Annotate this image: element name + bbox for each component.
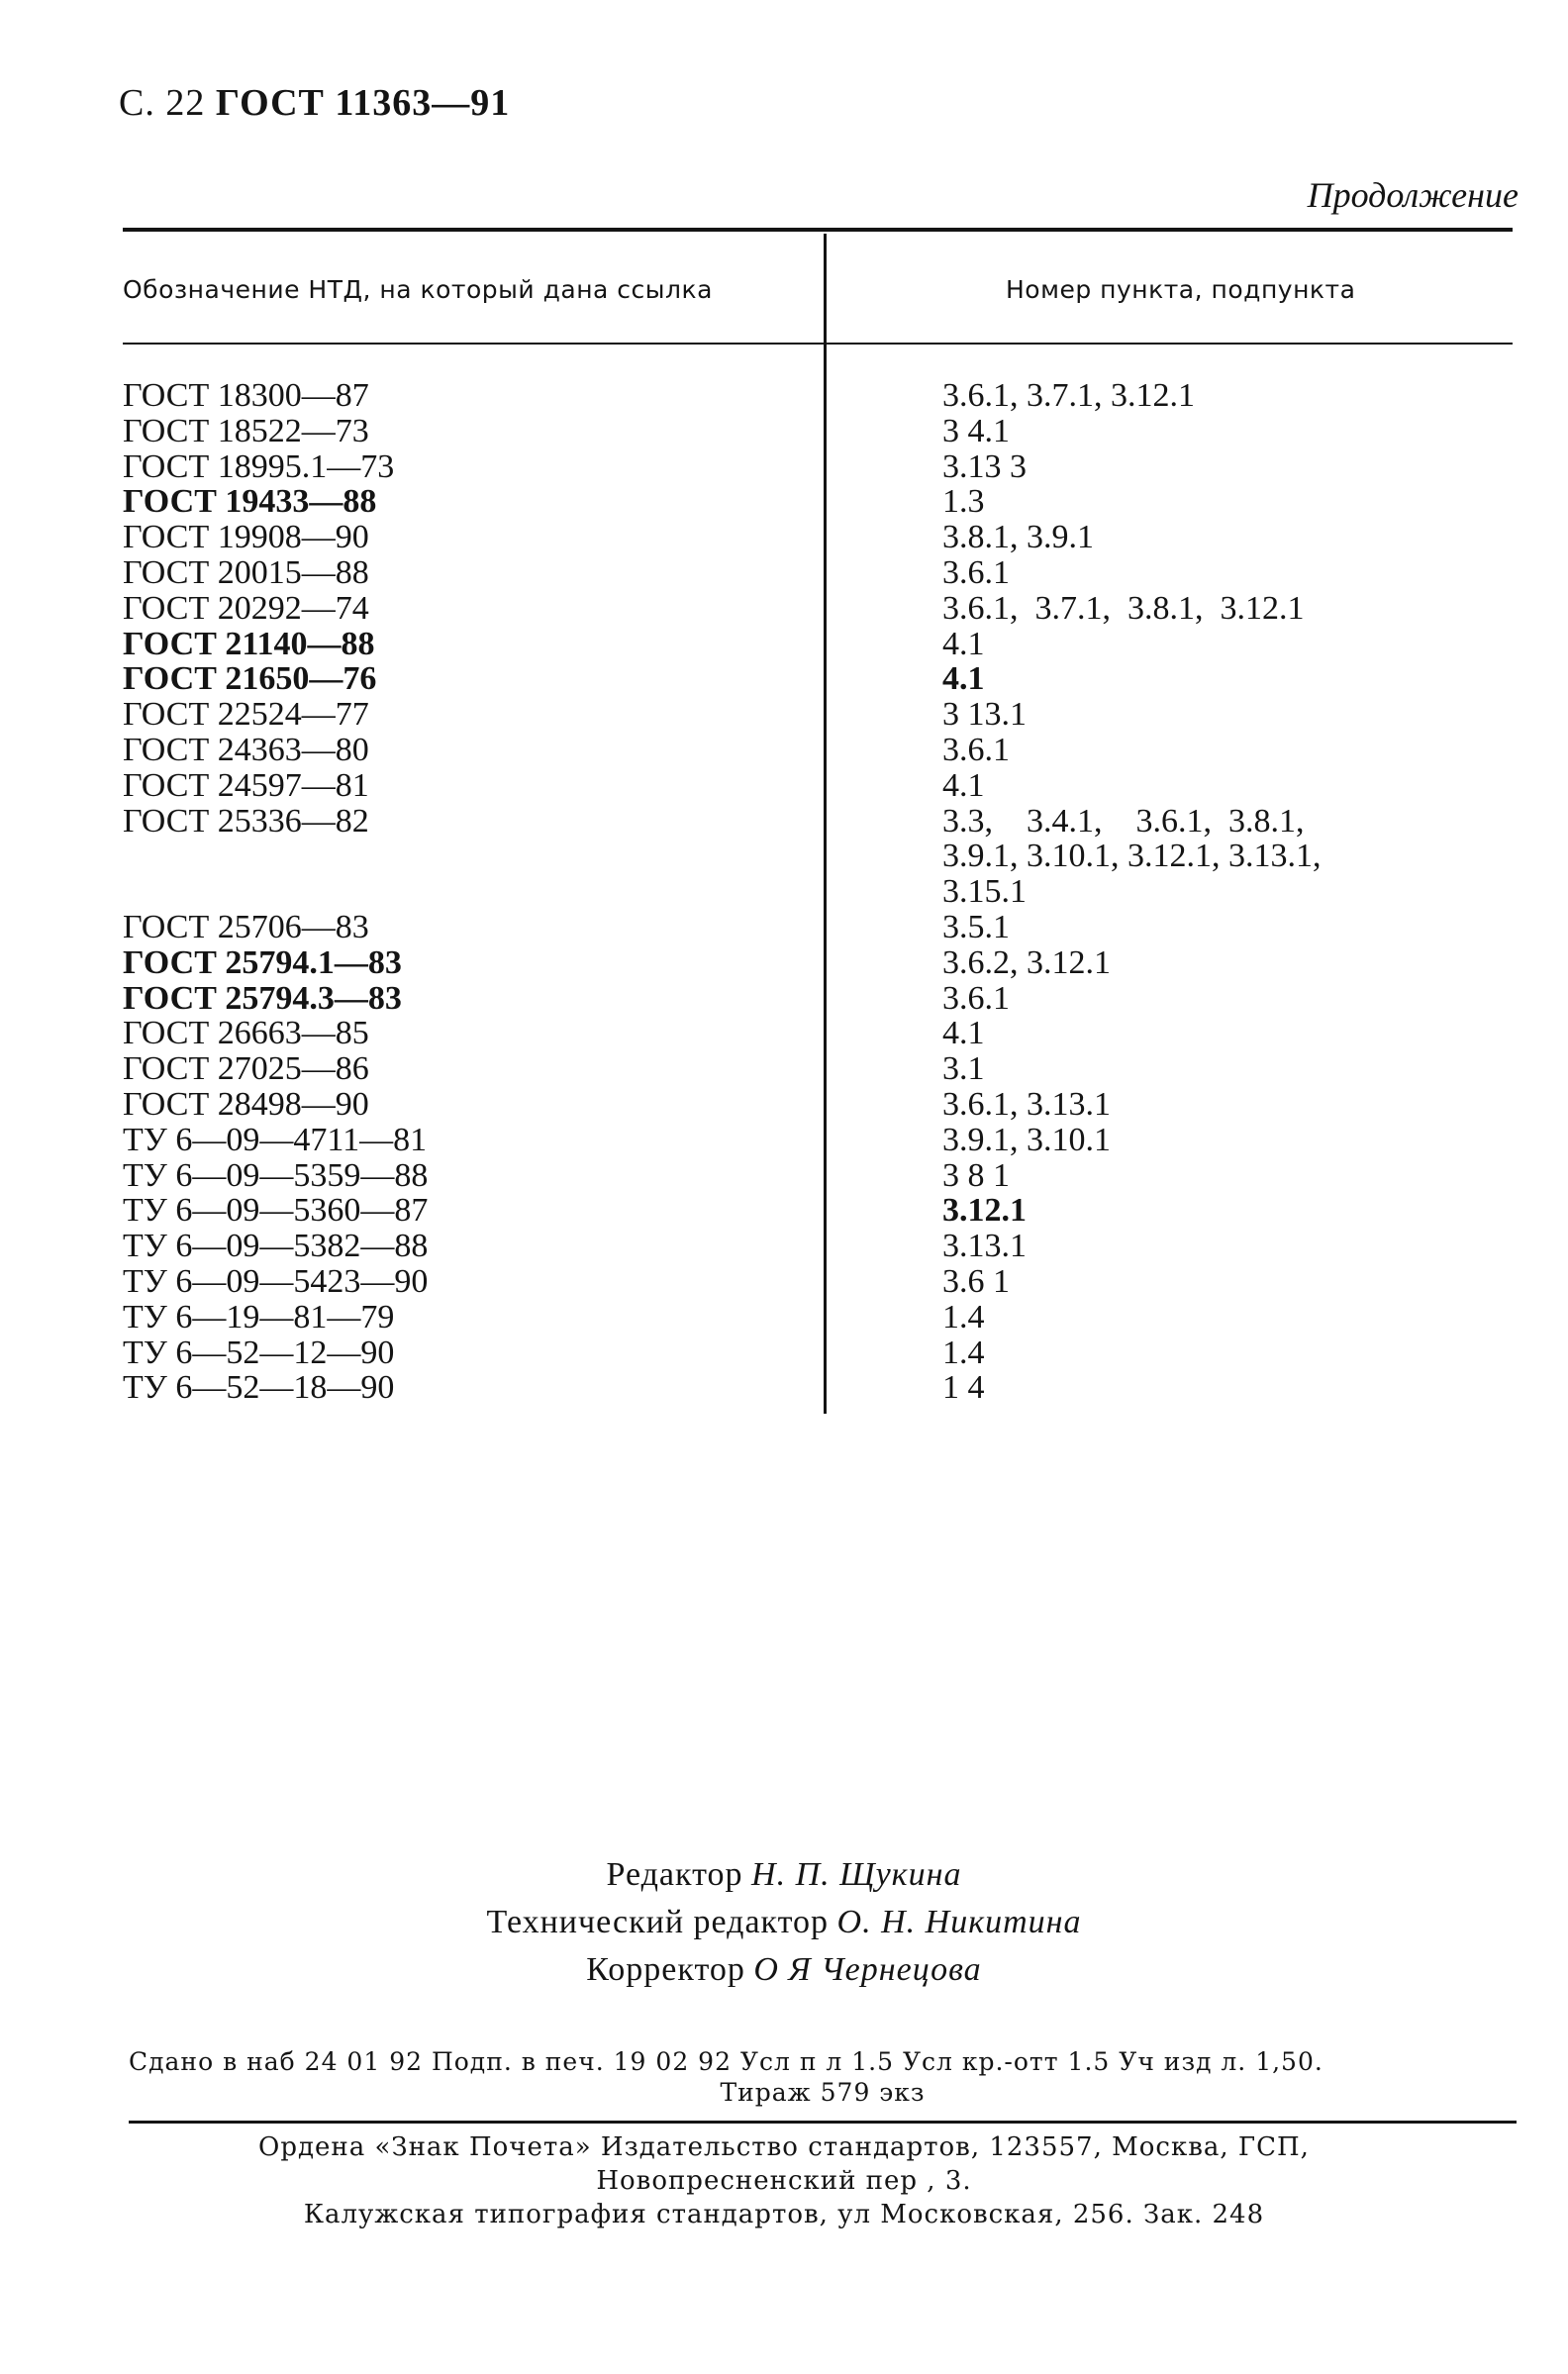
table-row	[0, 1051, 1568, 1087]
clause-numbers: 3.6.1, 3.7.1, 3.12.1	[942, 377, 1195, 414]
table-row	[0, 1193, 1568, 1229]
document-code: ГОСТ 24597—81	[123, 766, 369, 804]
credits-block	[0, 1851, 1568, 1994]
clause-numbers: 1 4	[942, 1369, 985, 1407]
document-code: ГОСТ 20015—88	[123, 553, 369, 591]
clause-numbers: 4.1	[942, 660, 985, 698]
clause-numbers: 1.3	[942, 483, 985, 521]
page-header	[119, 81, 510, 125]
imprint-dates: Сдано в наб 24 01 92 Подп. в печ. 19 02 92 Усл п л 1.5 Усл кр.-отт 1.5 Уч изд л. 1,50.	[129, 2047, 1323, 2076]
table-row	[0, 804, 1568, 910]
clause-numbers: 3 13.1	[942, 696, 1027, 734]
table-row	[0, 733, 1568, 768]
clause-numbers: 3.6.1	[942, 979, 1010, 1017]
page-number: С. 22	[119, 82, 206, 124]
column-header-document: Обозначение НТД, на который дана ссылка	[123, 275, 713, 304]
document-code: ГОСТ 25706—83	[123, 908, 369, 945]
document-code: ГОСТ 24363—80	[123, 731, 369, 768]
document-code: ГОСТ 19433—88	[123, 483, 377, 521]
document-code: ГОСТ 19908—90	[123, 519, 369, 556]
publisher-block	[0, 2130, 1568, 2231]
document-code: ТУ 6—09—5382—88	[123, 1228, 429, 1265]
document-code: ГОСТ 22524—77	[123, 696, 369, 734]
clause-numbers: 3.6.1	[942, 731, 1010, 768]
document-code: ТУ 6—09—5360—87	[123, 1192, 429, 1230]
document-code: ГОСТ 25794.3—83	[123, 979, 402, 1017]
table-row	[0, 627, 1568, 662]
credit-editor	[0, 1851, 1568, 1899]
table-row	[0, 661, 1568, 697]
document-code: ГОСТ 18995.1—73	[123, 447, 395, 485]
table-row	[0, 910, 1568, 945]
clause-numbers: 3 8 1	[942, 1156, 1010, 1194]
clause-numbers: 4.1	[942, 625, 985, 662]
table-row	[0, 555, 1568, 591]
table-row	[0, 1335, 1568, 1371]
clause-numbers: 3.8.1, 3.9.1	[942, 519, 1094, 556]
document-code: ТУ 6—52—12—90	[123, 1334, 395, 1371]
clause-numbers: 3.12.1	[942, 1192, 1027, 1230]
credit-proofreader	[0, 1946, 1568, 1994]
table-row	[0, 1087, 1568, 1123]
clause-numbers: 3.6.1, 3.7.1, 3.8.1, 3.12.1	[942, 589, 1305, 627]
table-row	[0, 945, 1568, 981]
document-code: ТУ 6—09—5359—88	[123, 1156, 429, 1194]
document-code: ГОСТ 21140—88	[123, 625, 375, 662]
document-code: ТУ 6—19—81—79	[123, 1298, 395, 1335]
document-code: ГОСТ 20292—74	[123, 589, 369, 627]
document-code: ГОСТ 21650—76	[123, 660, 377, 698]
table-row	[0, 484, 1568, 520]
table-row	[0, 520, 1568, 555]
clause-numbers: 1.4	[942, 1298, 985, 1335]
imprint-circulation: Тираж 579 экз	[720, 2078, 926, 2107]
table-row	[0, 1264, 1568, 1300]
reference-table-body	[0, 378, 1568, 1406]
continuation-label: Продолжение	[1307, 175, 1519, 215]
document-code: ГОСТ 26663—85	[123, 1015, 369, 1052]
document-code: ГОСТ 18522—73	[123, 412, 369, 449]
document-code: ТУ 6—52—18—90	[123, 1369, 395, 1407]
document-code: ГОСТ 25336—82	[123, 802, 369, 840]
imprint-rule	[129, 2121, 1517, 2124]
document-code: ТУ 6—09—4711—81	[123, 1121, 428, 1158]
clause-numbers: 3.3, 3.4.1, 3.6.1, 3.8.1, 3.9.1, 3.10.1, 3.12.1, 3.13.1, 3.15.1	[942, 802, 1329, 911]
table-row	[0, 981, 1568, 1017]
clause-numbers: 4.1	[942, 766, 985, 804]
table-row	[0, 1229, 1568, 1264]
table-row	[0, 449, 1568, 485]
clause-numbers: 3.13.1	[942, 1228, 1027, 1265]
table-row	[0, 1016, 1568, 1051]
table-row	[0, 1370, 1568, 1406]
credit-name: О. Н. Никитина	[836, 1904, 1082, 1940]
table-header-rule	[123, 343, 1513, 345]
credit-name: О Я Чернецова	[753, 1951, 982, 1988]
clause-numbers: 3.1	[942, 1050, 985, 1088]
table-row	[0, 1123, 1568, 1158]
credit-role: Технический редактор	[486, 1904, 830, 1940]
document-code: ГОСТ 28498—90	[123, 1085, 369, 1123]
clause-numbers: 3.6.2, 3.12.1	[942, 943, 1111, 981]
table-top-rule	[123, 228, 1513, 232]
clause-numbers: 1.4	[942, 1334, 985, 1371]
publisher-line: Ордена «Знак Почета» Издательство стандартов, 123557, Москва, ГСП,	[258, 2132, 1310, 2162]
clause-numbers: 3.6 1	[942, 1262, 1010, 1300]
table-row	[0, 697, 1568, 733]
clause-numbers: 3.6.1	[942, 553, 1010, 591]
credit-technical-editor	[0, 1899, 1568, 1946]
table-row	[0, 1158, 1568, 1194]
printer-line: Калужская типография стандартов, ул Московская, 256. Зак. 248	[303, 2200, 1265, 2229]
clause-numbers: 3.6.1, 3.13.1	[942, 1085, 1111, 1123]
document-code: ГОСТ 27025—86	[123, 1050, 369, 1088]
clause-numbers: 3.13 3	[942, 447, 1027, 485]
table-row	[0, 1300, 1568, 1335]
table-row	[0, 378, 1568, 414]
credit-role: Редактор	[606, 1856, 743, 1893]
column-header-clause: Номер пункта, подпункта	[1006, 275, 1356, 304]
clause-numbers: 3.9.1, 3.10.1	[942, 1121, 1111, 1158]
credit-name: Н. П. Щукина	[751, 1856, 962, 1893]
table-row	[0, 414, 1568, 449]
clause-numbers: 3.5.1	[942, 908, 1010, 945]
document-code: ГОСТ 18300—87	[123, 377, 369, 414]
publisher-address: Новопресненский пер , 3.	[596, 2166, 972, 2196]
document-code: ГОСТ 25794.1—83	[123, 943, 402, 981]
credit-role: Корректор	[586, 1951, 745, 1988]
table-row	[0, 591, 1568, 627]
clause-numbers: 3 4.1	[942, 412, 1010, 449]
document-code: ТУ 6—09—5423—90	[123, 1262, 429, 1300]
table-row	[0, 768, 1568, 804]
print-imprint	[129, 2047, 1517, 2107]
clause-numbers: 4.1	[942, 1015, 985, 1052]
standard-designation: ГОСТ 11363—91	[215, 82, 511, 124]
